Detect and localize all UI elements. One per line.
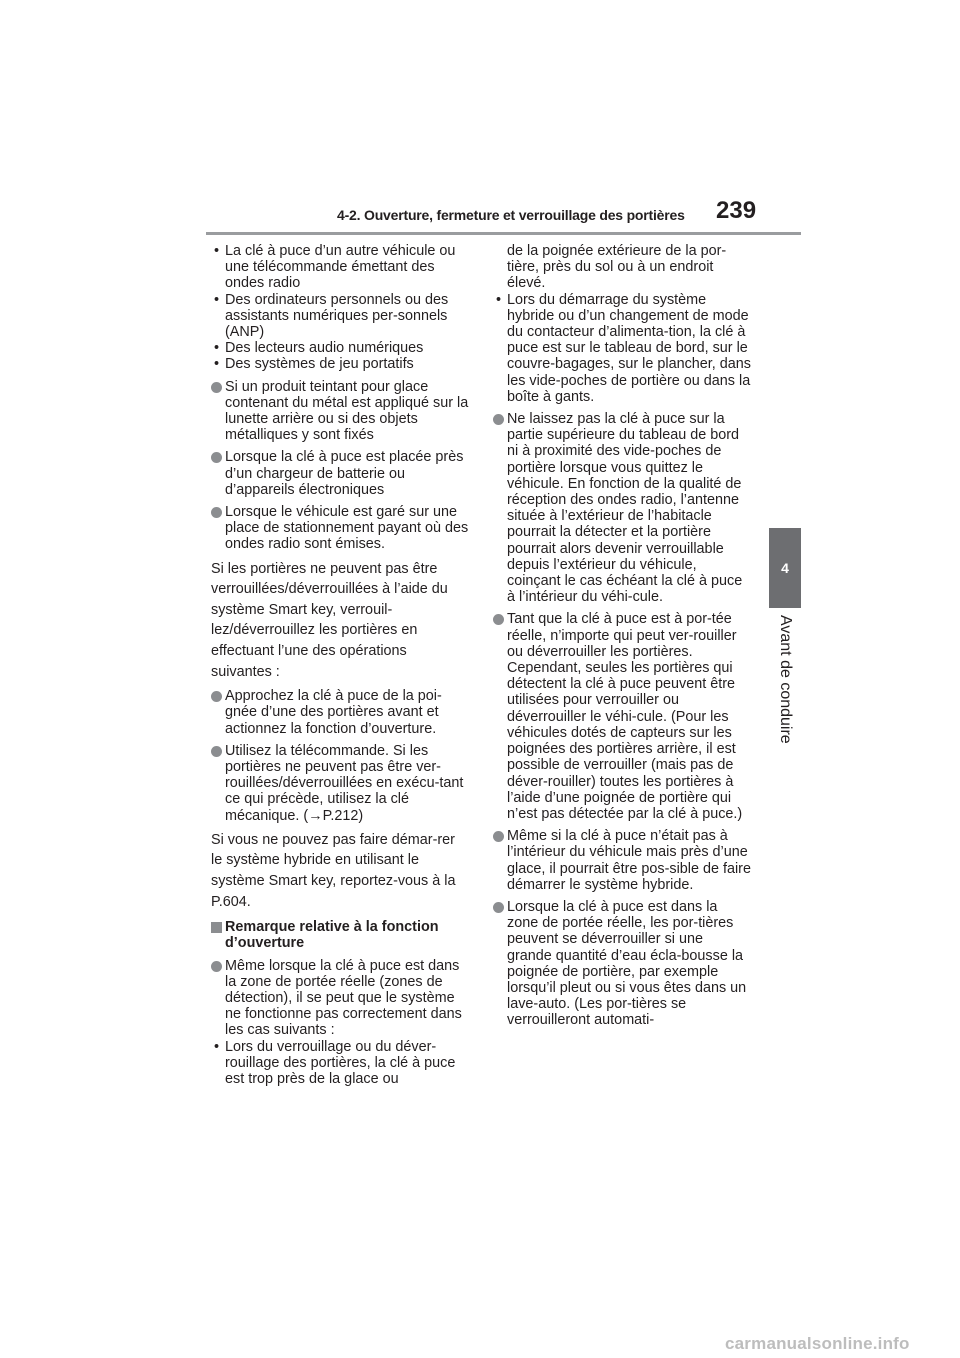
bullet-dot-icon xyxy=(211,507,222,518)
bullet-text: Si un produit teintant pour glace contenant du métal est appliqué sur la lunette arrière ou si des objets métalliques y sont fixés xyxy=(225,378,469,444)
bullet-item xyxy=(493,611,751,822)
bullet-dot-icon xyxy=(211,452,222,463)
list-item-text: Des lecteurs audio numériques xyxy=(225,340,424,357)
list-item: • Lors du verrouillage ou du déver-rouillage des portières, la clé à puce est trop près de la glace ou xyxy=(214,1038,456,1088)
bullet-text: Même si la clé à puce n’était pas à l’intérieur du véhicule mais près d’une glace, il pourrait être pos-sible de faire démarrer le système hybride. xyxy=(507,828,751,893)
bullet-dot-icon xyxy=(211,746,222,757)
bullet-dot-icon xyxy=(493,902,504,913)
list-item: • Des ordinateurs personnels ou des assistants numériques per-sonnels (ANP) xyxy=(214,291,449,341)
bullet-text: Lorsque le véhicule est garé sur une place de stationnement payant où des ondes radio sont émises. xyxy=(225,504,469,553)
bullet-dot-icon xyxy=(493,614,504,625)
list-item-text: Lors du démarrage du système hybride ou d’un changement de mode du contacteur d’alimenta-tion, la clé à puce est sur le tableau de bord, sur le couvre-bagages, sur le plancher, dans les vide-poches de portière ou dans la boîte à gants. xyxy=(507,291,751,405)
bullet-item xyxy=(211,449,469,498)
bullet-text: Utilisez la télécommande. Si les portières ne peuvent pas être ver-rouillées/déverrouillées en exécu-tant ce qui précède, utilisez la clé mécanique. (→P.212) xyxy=(225,742,464,824)
bullet-text: Même lorsque la clé à puce est dans la zone de portée réelle (zones de détection), il se peut que le système ne fonctionne pas correctement dans les cas suivants : xyxy=(225,957,462,1039)
chapter-title-tab: Avant de conduire xyxy=(777,615,794,744)
bullet-dot-icon xyxy=(211,382,222,393)
section-heading xyxy=(211,919,469,951)
list-item: • Des lecteurs audio numériques xyxy=(214,340,424,357)
list-item-text: Des systèmes de jeu portatifs xyxy=(225,356,414,373)
list-item-text: Lors du verrouillage ou du déver-rouillage des portières, la clé à puce est trop près de la glace ou xyxy=(225,1038,456,1088)
bullet-item xyxy=(211,958,469,1039)
watermark: carmanualsonline.info xyxy=(725,1334,910,1353)
body-paragraph: Si vous ne pouvez pas faire démar-rer le système hybride en utilisant le système Smart key, reportez-vous à la P.604. xyxy=(211,831,456,910)
heading-text: Remarque relative à la fonction d’ouverture xyxy=(225,919,439,952)
body-paragraph: Si les portières ne peuvent pas être verrouillées/déverrouillées à l’aide du système Smart key, verrouil-lez/déverrouillez les portières en effectuant l’une des opérations suivantes : xyxy=(211,560,448,680)
right-column xyxy=(493,243,751,1029)
bullet-item xyxy=(493,899,751,1029)
bullet-item xyxy=(211,504,469,553)
bullet-item xyxy=(211,688,469,737)
list-item-text: Des ordinateurs personnels ou des assistants numériques per-sonnels (ANP) xyxy=(225,291,449,341)
page-number: 239 xyxy=(716,197,757,224)
bullet-item xyxy=(493,411,751,605)
list-item: • Lors du démarrage du système hybride ou d’un changement de mode du contacteur d’alimenta-tion, la clé à puce est sur le tableau de bord, sur le couvre-bagages, sur le plancher, dans les vide-poches de portière ou dans la boîte à gants. xyxy=(496,291,751,405)
bullet-dot-icon xyxy=(211,691,222,702)
bullet-text: Ne laissez pas la clé à puce sur la partie supérieure du tableau de bord ni à proximité des vide-poches de portière lorsque vous quittez le véhicule. En fonction de la qualité de réception des ondes radio, l’antenne située à l’extérieur de l’habitacle pourrait la détecter et la portière pourrait alors devenir verrouillable depuis l’extérieur du véhicule, coinçant le cas échéant la clé à puce à l’intérieur du véhi-cule. xyxy=(507,411,743,606)
bullet-item xyxy=(493,828,751,893)
bullet-text: Lorsque la clé à puce est dans la zone de portée réelle, les por-tières peuvent se déverrouiller si une grande quantité d’eau écla-bousse la poignée de portière, par exemple lorsqu’il pleut ou si vous êtes dans un lave-auto. (Les por-tières se verrouilleront automati- xyxy=(507,898,747,1029)
bullet-text: Lorsque la clé à puce est placée près d’un chargeur de batterie ou d’appareils électroniques xyxy=(225,449,464,498)
square-bullet-icon xyxy=(211,922,222,933)
list-item: • Des systèmes de jeu portatifs xyxy=(214,356,414,373)
continued-text: de la poignée extérieure de la por-tière, près du sol ou à un endroit élevé. xyxy=(507,243,727,292)
bullet-dot-icon xyxy=(493,831,504,842)
bullet-item xyxy=(211,379,469,444)
list-item: • La clé à puce d’un autre véhicule ou une télécommande émettant des ondes radio xyxy=(214,243,456,292)
bullet-text: Approchez la clé à puce de la poi-gnée d’une des portières avant et actionnez la fonction d’ouverture. xyxy=(225,688,442,737)
section-title: 4-2. Ouverture, fermeture et verrouillage des portières xyxy=(337,207,685,223)
bullet-text: Tant que la clé à puce est à por-tée réelle, n’importe qui peut ver-rouiller ou déverrouiller les portières. Cependant, seules les portières qui détectent la clé à puce peuvent être utilisées pour verrouiller ou déverrouiller le véhi-cule. (Pour les véhicules dotés de capteurs sur les poignées des portières arrière, il est possible de verrouiller (mais pas de déver-rouiller) toutes les portières à l’aide d’une poignée de portière qui n’est pas détectée par la clé à puce.) xyxy=(507,611,743,822)
bullet-dot-icon xyxy=(493,414,504,425)
bullet-dot-icon xyxy=(211,961,222,972)
header-divider xyxy=(206,232,801,235)
list-item-text: La clé à puce d’un autre véhicule ou une télécommande émettant des ondes radio xyxy=(225,243,456,292)
bullet-item xyxy=(211,743,469,824)
left-column xyxy=(211,243,469,1087)
chapter-number-tab: 4 xyxy=(769,528,801,608)
